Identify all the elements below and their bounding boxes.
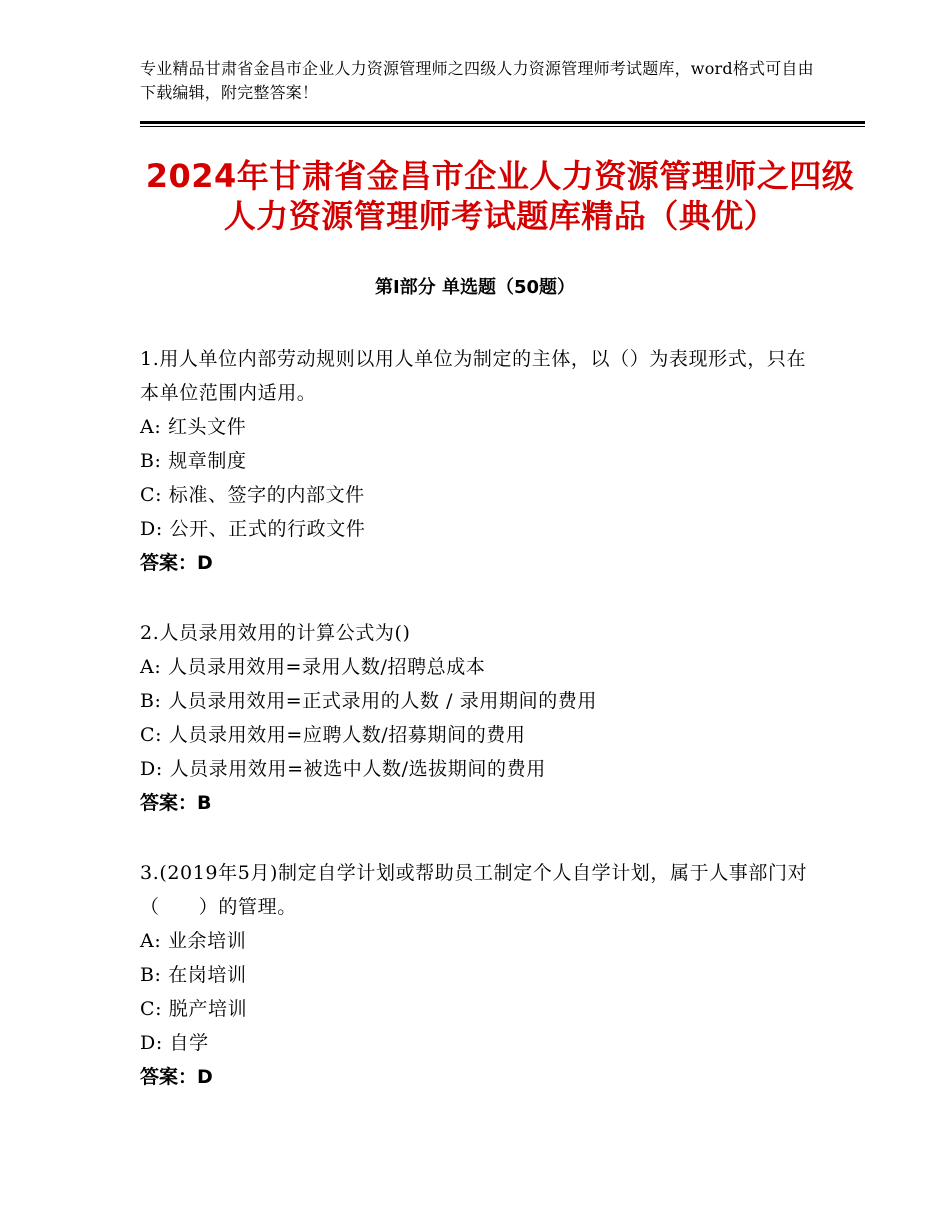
option-c: C: 标准、签字的内部文件 bbox=[140, 484, 365, 506]
question-1 bbox=[140, 342, 820, 580]
option-b: B: 人员录用效用=正式录用的人数 / 录用期间的费用 bbox=[140, 690, 598, 712]
question-2 bbox=[140, 616, 820, 820]
question-spacer bbox=[140, 580, 820, 616]
header-divider-thick bbox=[140, 121, 865, 124]
question-3 bbox=[140, 856, 820, 1094]
option-b: B: 在岗培训 bbox=[140, 964, 247, 986]
header-divider-thin bbox=[140, 126, 865, 127]
option-d: D: 自学 bbox=[140, 1032, 209, 1054]
question-spacer bbox=[140, 820, 820, 856]
option-a: A: 业余培训 bbox=[140, 930, 247, 952]
question-stem: 3.(2019年5月)制定自学计划或帮助员工制定个人自学计划，属于人事部门对（ ）的管理。 bbox=[140, 862, 808, 918]
document-title: 2024年甘肃省金昌市企业人力资源管理师之四级人力资源管理师考试题库精品（典优） bbox=[145, 157, 855, 235]
answer-label: 答案：D bbox=[140, 1066, 213, 1088]
option-c: C: 人员录用效用=应聘人数/招募期间的费用 bbox=[140, 724, 526, 746]
question-stem: 2.人员录用效用的计算公式为() bbox=[140, 622, 411, 644]
option-d: D: 人员录用效用=被选中人数/选拔期间的费用 bbox=[140, 758, 546, 780]
answer-label: 答案：B bbox=[140, 792, 212, 814]
header-note: 专业精品甘肃省金昌市企业人力资源管理师之四级人力资源管理师考试题库，word格式可自由下载编辑，附完整答案！ bbox=[140, 59, 814, 102]
question-stem: 1.用人单位内部劳动规则以用人单位为制定的主体，以（）为表现形式，只在本单位范围内适用。 bbox=[140, 348, 807, 404]
option-d: D: 公开、正式的行政文件 bbox=[140, 518, 366, 540]
option-c: C: 脱产培训 bbox=[140, 998, 248, 1020]
option-a: A: 人员录用效用=录用人数/招聘总成本 bbox=[140, 656, 486, 678]
section-title: 第Ⅰ部分 单选题（50题） bbox=[374, 277, 575, 298]
option-a: A: 红头文件 bbox=[140, 416, 247, 438]
answer-label: 答案：D bbox=[140, 552, 213, 574]
question-list bbox=[140, 342, 820, 1094]
option-b: B: 规章制度 bbox=[140, 450, 247, 472]
